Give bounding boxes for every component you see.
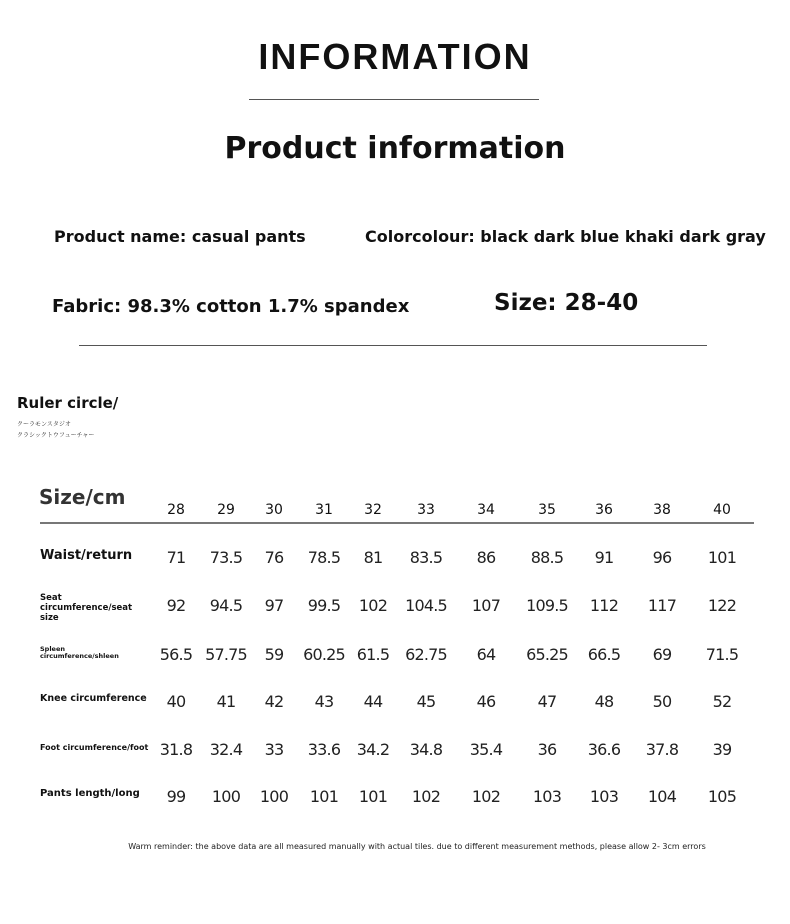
- measurement-cell: 104: [647, 787, 677, 806]
- measurement-cell: 88.5: [530, 548, 564, 567]
- measurement-cell: 109.5: [526, 596, 568, 615]
- measurement-cell: 42: [264, 692, 284, 711]
- measurement-cell: 56.5: [159, 645, 193, 664]
- measurement-row-label: Knee circumference: [40, 693, 147, 704]
- measurement-cell: 102: [471, 787, 501, 806]
- measurement-cell: 33: [264, 740, 284, 759]
- measurement-cell: 65.25: [526, 645, 568, 664]
- measurement-row-label: Waist/return: [40, 548, 133, 563]
- size-header-cell: 34: [477, 502, 495, 518]
- measurement-cell: 92: [166, 596, 186, 615]
- measurement-cell: 39: [712, 740, 732, 759]
- measurement-cell: 35.4: [469, 740, 503, 759]
- product-info-title: Product information: [224, 131, 566, 166]
- measurement-cell: 60.25: [303, 645, 345, 664]
- measurement-cell: 34.8: [409, 740, 443, 759]
- table-header-divider: [40, 522, 754, 524]
- measurement-cell: 102: [411, 787, 441, 806]
- measurement-cell: 31.8: [159, 740, 193, 759]
- measurement-cell: 48: [594, 692, 614, 711]
- measurement-cell: 46: [476, 692, 496, 711]
- measurement-cell: 122: [707, 596, 737, 615]
- measurement-cell: 73.5: [209, 548, 243, 567]
- measurement-cell: 69: [652, 645, 672, 664]
- measurement-row-label: Seat circumference/seat size: [40, 593, 133, 623]
- measurement-cell: 102: [358, 596, 388, 615]
- measurement-cell: 91: [594, 548, 614, 567]
- measurement-cell: 99.5: [307, 596, 341, 615]
- measurement-row-label: Foot circumference/foot: [40, 743, 149, 752]
- measurement-cell: 103: [589, 787, 619, 806]
- size-header-cell: 30: [265, 502, 283, 518]
- size-header-cell: 28: [167, 502, 185, 518]
- page-heading: INFORMATION: [258, 36, 532, 77]
- measurement-cell: 59: [264, 645, 284, 664]
- measurement-cell: 40: [166, 692, 186, 711]
- size-header-cell: 32: [364, 502, 382, 518]
- product-fabric: Fabric: 98.3% cotton 1.7% spandex: [52, 296, 410, 317]
- ruler-title: Ruler circle/: [17, 394, 119, 412]
- measurement-cell: 64: [476, 645, 496, 664]
- measurement-cell: 62.75: [405, 645, 447, 664]
- measurement-cell: 66.5: [587, 645, 621, 664]
- measurement-cell: 105: [707, 787, 737, 806]
- size-column-label: Size/cm: [39, 485, 126, 509]
- measurement-cell: 104.5: [405, 596, 447, 615]
- measurement-cell: 78.5: [307, 548, 341, 567]
- measurement-cell: 36: [537, 740, 557, 759]
- size-header-cell: 31: [315, 502, 333, 518]
- size-header-cell: 29: [217, 502, 235, 518]
- measurement-cell: 44: [363, 692, 383, 711]
- measurement-cell: 76: [264, 548, 284, 567]
- measurement-cell: 34.2: [356, 740, 390, 759]
- size-header-cell: 36: [595, 502, 613, 518]
- measurement-row-label: Pants length/long: [40, 788, 140, 799]
- measurement-cell: 107: [471, 596, 501, 615]
- measurement-cell: 117: [647, 596, 677, 615]
- measurement-row-label: Spleen circumference/shleen: [40, 645, 119, 661]
- warm-reminder-note: Warm reminder: the above data are all measured manually with actual tiles. due to different measurement methods, please allow 2- 3cm errors: [128, 842, 706, 851]
- measurement-cell: 47: [537, 692, 557, 711]
- measurement-cell: 45: [416, 692, 436, 711]
- size-header-cell: 33: [417, 502, 435, 518]
- measurement-cell: 100: [211, 787, 241, 806]
- measurement-cell: 43: [314, 692, 334, 711]
- measurement-cell: 50: [652, 692, 672, 711]
- measurement-cell: 36.6: [587, 740, 621, 759]
- measurement-cell: 57.75: [205, 645, 247, 664]
- measurement-cell: 99: [166, 787, 186, 806]
- measurement-cell: 33.6: [307, 740, 341, 759]
- measurement-cell: 32.4: [209, 740, 243, 759]
- product-size: Size: 28-40: [494, 290, 639, 316]
- measurement-cell: 86: [476, 548, 496, 567]
- measurement-cell: 83.5: [409, 548, 443, 567]
- heading-divider: [249, 99, 539, 100]
- measurement-cell: 81: [363, 548, 383, 567]
- measurement-cell: 101: [707, 548, 737, 567]
- ruler-subtitle: クラシックトウフューチャー: [17, 432, 95, 439]
- measurement-cell: 97: [264, 596, 284, 615]
- product-name: Product name: casual pants: [54, 227, 306, 246]
- measurement-cell: 61.5: [356, 645, 390, 664]
- measurement-cell: 41: [216, 692, 236, 711]
- product-colour: Colorcolour: black dark blue khaki dark gray: [365, 227, 766, 246]
- measurement-cell: 112: [589, 596, 619, 615]
- measurement-cell: 71: [166, 548, 186, 567]
- size-header-cell: 40: [713, 502, 731, 518]
- info-divider: [79, 345, 707, 346]
- measurement-cell: 71.5: [705, 645, 739, 664]
- measurement-cell: 101: [309, 787, 339, 806]
- size-header-cell: 35: [538, 502, 556, 518]
- measurement-cell: 37.8: [645, 740, 679, 759]
- measurement-cell: 96: [652, 548, 672, 567]
- measurement-cell: 94.5: [209, 596, 243, 615]
- size-header-cell: 38: [653, 502, 671, 518]
- measurement-cell: 101: [358, 787, 388, 806]
- measurement-cell: 100: [259, 787, 289, 806]
- measurement-cell: 103: [532, 787, 562, 806]
- ruler-subtitle: クーラモンスタジオ: [17, 421, 71, 428]
- measurement-cell: 52: [712, 692, 732, 711]
